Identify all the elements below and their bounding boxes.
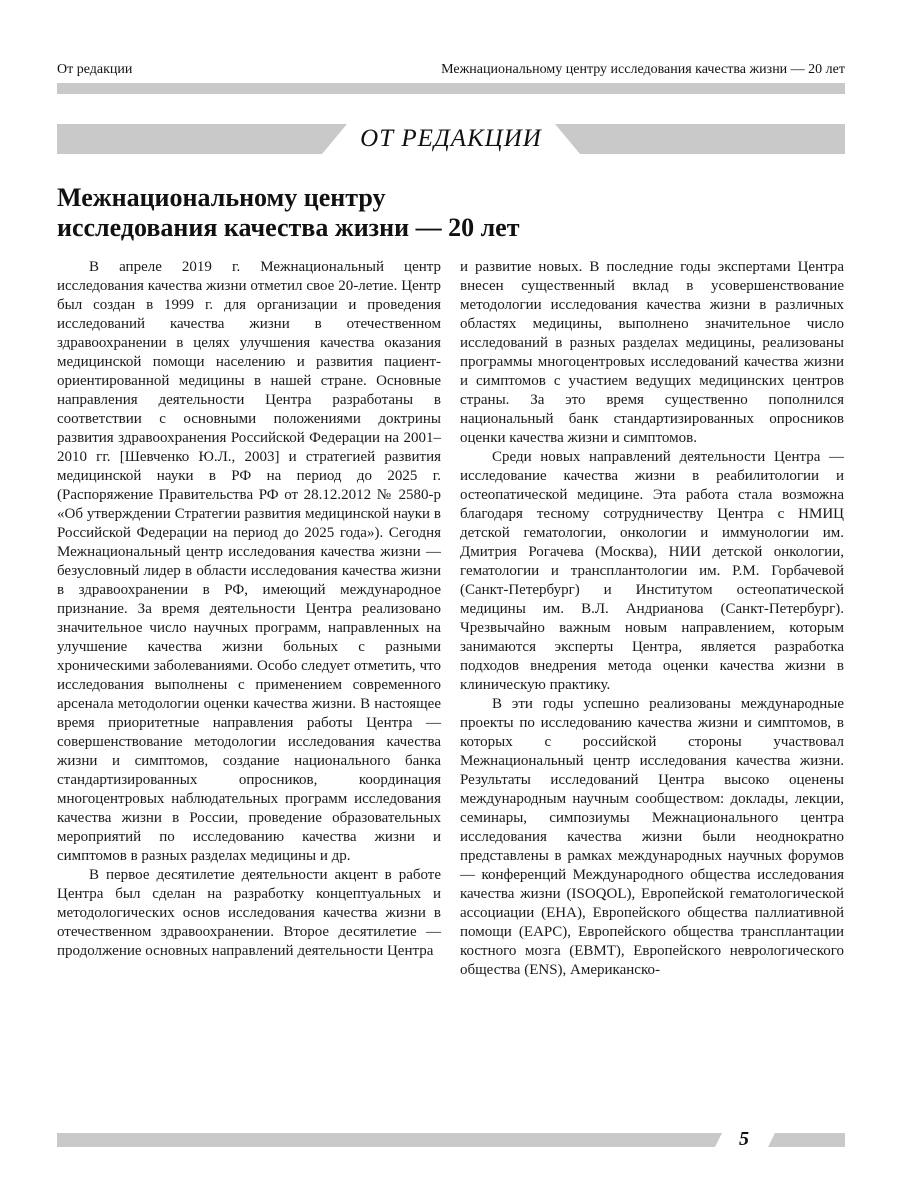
left-column (57, 258, 441, 961)
article-title (57, 183, 845, 243)
paragraph: Среди новых направлений деятельности Центра — исследование качества жизни в реабилитологии и остеопатической медицине. Эта работа стала возможна благодаря тесному сотрудничеству Центра с НМИЦ детской гематологии, онкологии и иммунологии им. Дмитрия Рогачева (Москва), НИИ детской онкологии, гематологии и трансплантологии им. Р.М. Горбачевой (Санкт-Петербург) и Институтом остеопатической медицины им. В.Л. Андрианова (Санкт-Петербург). Чрезвычайно важным новым направлением, которым занимаются эксперты Центра, является разработка подходов внедрения метода оценки качества жизни в клиническую практику. (460, 449, 844, 693)
header-rule (57, 83, 845, 94)
paragraph: В первое десятилетие деятельности акцент в работе Центра был сделан на разработку концептуальных и методологических основ исследования качества жизни в отечественном здравоохранении. Второе десятилетие — продолжение основных направлений деятельности Центра (57, 867, 441, 959)
section-title: ОТ РЕДАКЦИИ (360, 125, 542, 152)
running-header-article-title: Межнациональному центру исследования качества жизни — 20 лет (441, 62, 845, 77)
footer-rule (57, 1133, 845, 1147)
article-title-line-2: исследования качества жизни — 20 лет (57, 213, 520, 242)
paragraph: В апреле 2019 г. Межнациональный центр исследования качества жизни отметил свое 20-летие. Центр был создан в 1999 г. для организации и проведения исследований качества жизни в отечественном здравоохранении в целях улучшения качества оказания медицинской помощи населению и развития пациент-ориентированной медицины в нашей стране. Основные направления деятельности Центра разработаны в соответствии с основными положениями доктрины развития здравоохранения Российской Федерации на 2001–2010 гг. [Шевченко Ю.Л., 2003] и стратегией развития медицинской науки в РФ на период до 2025 г. (Распоряжение Правительства РФ от 28.12.2012 № 2580-р «Об утверждении Стратегии развития медицинской науки в Российской Федерации на период до 2025 года»). Сегодня Межнациональный центр исследования качества жизни — безусловный лидер в области исследования качества жизни в здравоохранении в РФ, имеющий международное признание. За время деятельности Центра реализовано значительное число научных программ, направленных на улучшение качества жизни больных с разными хроническими заболеваниями. Особо следует отметить, что исследования выполнены с применением современного арсенала методологии оценки качества жизни. В настоящее время приоритетные направления работы Центра — совершенствование методологии исследования качества жизни и симптомов, создание национального банка стандартизированных опросников, координация многоцентровых наблюдательных программ исследования качества жизни в России, проведение образовательных мероприятий по исследованию качества жизни и симптомов в разных разделах медицины и др. (57, 259, 441, 864)
running-header (57, 62, 845, 78)
running-header-section: От редакции (57, 62, 133, 77)
paragraph: и развитие новых. В последние годы экспертами Центра внесен существенный вклад в усовершенствование методологии исследования качества жизни в различных областях медицины, выполнено значительное число исследований в разных разделах медицины, реализованы программы многоцентровых исследований качества жизни и симптомов с участием ведущих медицинских центров страны. За это время существенно пополнился национальный банк стандартизированных опросников оценки качества жизни и симптомов. (460, 259, 844, 446)
paragraph: В эти годы успешно реализованы международные проекты по исследованию качества жизни и симптомов, в которых с российской стороны участвовал Межнациональный центр исследования качества жизни. Результаты исследований Центра высоко оценены международным научным сообществом: доклады, лекции, семинары, симпозиумы Межнационального центра исследования качества жизни были неоднократно представлены в рамках международных научных форумов — конференций Международного общества исследования качества жизни (ISOQOL), Европейской гематологической ассоциации (EHA), Европейского общества паллиативной помощи (EAPC), Европейского общества трансплантации костного мозга (EBMT), Европейского неврологического общества (ENS), Американско- (460, 696, 844, 978)
section-banner (57, 124, 845, 154)
article-title-line-1: Межнациональному центру (57, 183, 386, 212)
page-number: 5 (739, 1128, 749, 1150)
right-column (460, 258, 844, 980)
